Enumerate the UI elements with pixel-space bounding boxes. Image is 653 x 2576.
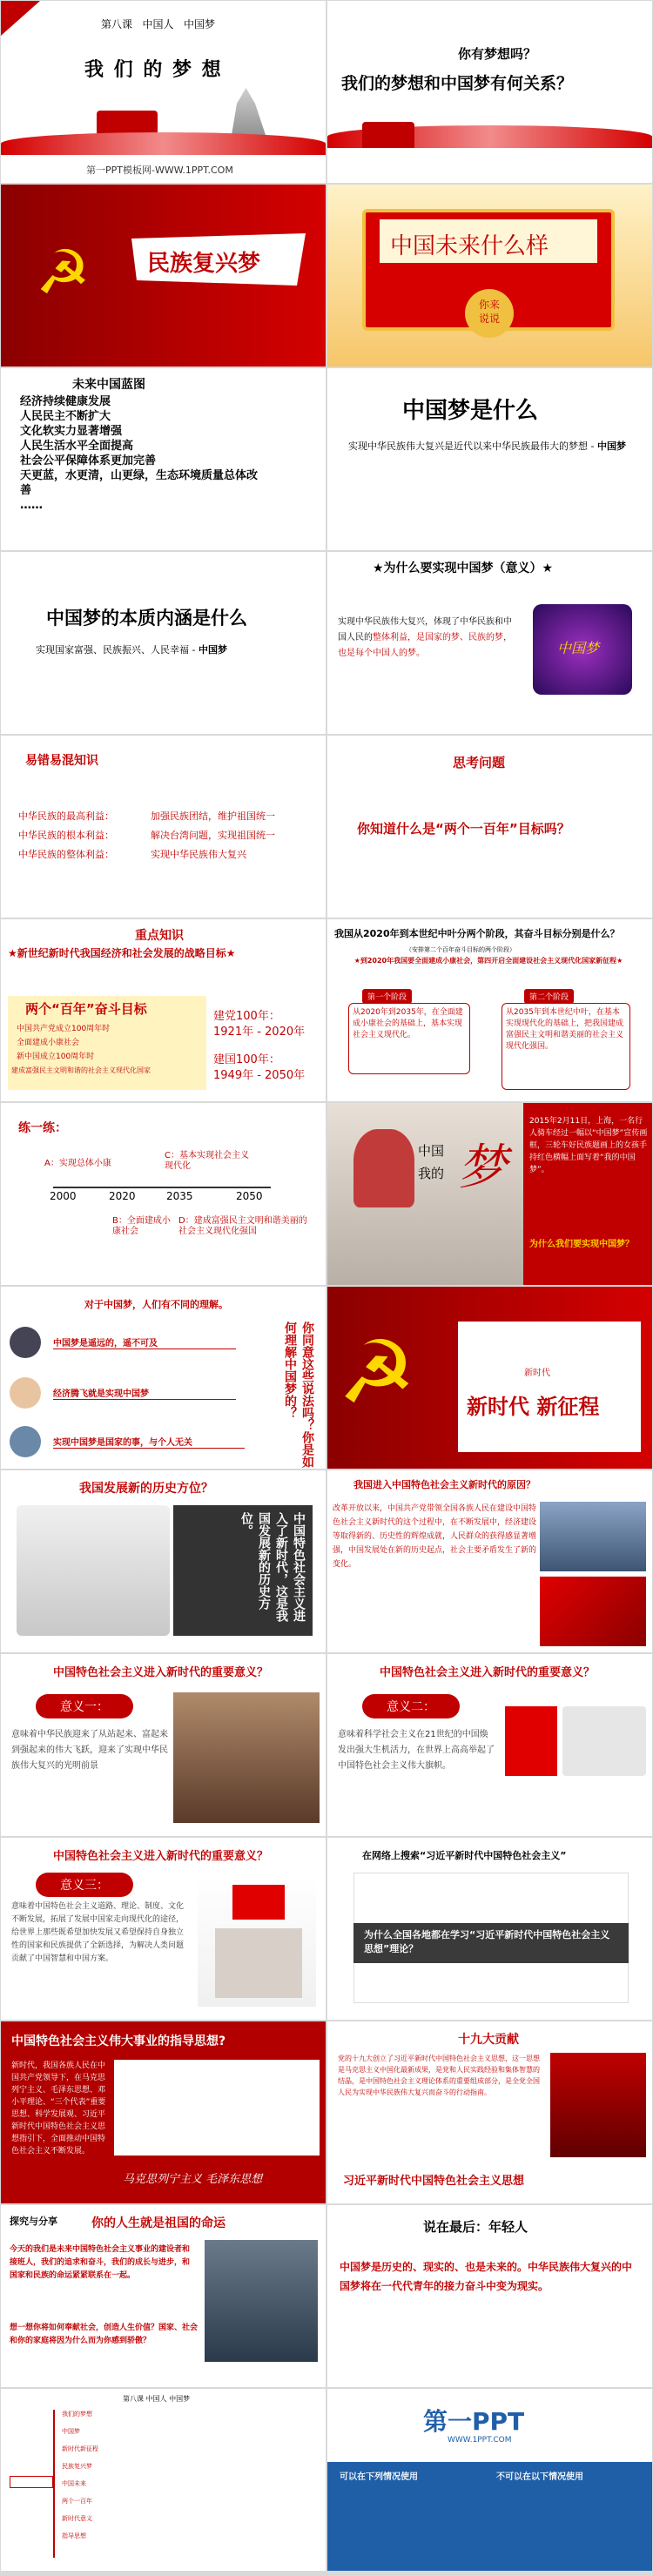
goals-line: 全面建成小康社会 bbox=[17, 1039, 80, 1047]
body-text: 实现中华民族伟大复兴是近代以来中华民族最伟大的梦想 - bbox=[348, 441, 595, 452]
goals-image bbox=[8, 996, 206, 1090]
reason-title: 我国进入中国特色社会主义新时代的原因？ bbox=[353, 1479, 535, 1490]
slide-guiding-thought[interactable] bbox=[1, 2021, 326, 2203]
table-row: 中华民族的根本利益： 解决台湾问题，实现祖国统一 bbox=[18, 830, 275, 841]
meaning-title: 中国特色社会主义进入新时代的重要意义？ bbox=[380, 1666, 596, 1679]
congress-footer: 习近平新时代中国特色社会主义思想 bbox=[343, 2175, 525, 2188]
tiananmen-icon bbox=[362, 122, 414, 148]
flag-image bbox=[505, 1706, 557, 1776]
slide-two-stages[interactable] bbox=[327, 919, 652, 1101]
leader-cartoon bbox=[17, 1505, 170, 1636]
calligraphy-2: 我的 bbox=[418, 1166, 445, 1181]
opinion-question-vertical: 你同意这些说法吗？你是如何理解中国梦的？ bbox=[283, 1322, 314, 1468]
blueprint-heading: 未来中国蓝图 bbox=[72, 378, 145, 392]
nation-years: 1949年 - 2050年 bbox=[213, 1069, 306, 1082]
caption-text: 2015年2月11日，上海，一名行人骑车经过一幅以“中国梦”宣传画框，三轮车好民族题画上的女孩手持红色横幅上面写着“我的中国梦”。 bbox=[529, 1117, 648, 1174]
stage-2-tag: 第二个阶段 bbox=[524, 989, 574, 1004]
meaning-body: 意味着科学社会主义在21世纪的中国焕发出强大生机活力，在世界上高高举起了中国特色社会主义伟大旗帜。 bbox=[338, 1730, 495, 1771]
slide-final-words[interactable] bbox=[327, 2205, 652, 2387]
corner-ribbon bbox=[1, 1, 40, 36]
meaning-body: 意味着中华民族迎来了从站起来、富起来到强起来的伟大飞跃，迎来了实现中华民族伟大复兴的光明前景 bbox=[11, 1730, 168, 1771]
monument-icon bbox=[219, 88, 279, 140]
avatar bbox=[10, 1327, 41, 1358]
slide-meaning-2[interactable] bbox=[327, 1654, 652, 1836]
dream-character: 梦 bbox=[458, 1140, 507, 1196]
badge-line-1: 你来 bbox=[478, 299, 500, 311]
forbidden-title: 不可以在以下情况使用 bbox=[496, 2472, 583, 2482]
position-text: 中国特色社会主义进入了新时代，这是我国发展新的历史方位。 bbox=[239, 1512, 306, 1622]
essence-body: 实现国家富强、民族振兴、人民幸福 - 中国梦 bbox=[36, 644, 227, 656]
final-title: 说在最后：年轻人 bbox=[423, 2219, 528, 2235]
what-is-body bbox=[348, 436, 632, 457]
option-b: B：全面建成小康社会 bbox=[112, 1216, 171, 1236]
students-photo bbox=[205, 2240, 318, 2362]
congress-body: 党的十九大创立了习近平新时代中国特色社会主义思想，这一思想是马克思主义中国化最新成果，是党和人民实践经验和集体智慧的结晶，是中国特色社会主义理论体系的重要组成部分，是全党全国人民为实现中华民族伟大复兴而奋斗的行动指南。 bbox=[338, 2055, 540, 2096]
year-tick: 2000 bbox=[50, 1190, 77, 1202]
mindmap-root bbox=[10, 2476, 53, 2488]
opinion-3: 实现中国梦是国家的事，与个人无关 bbox=[53, 1435, 245, 1449]
brand-logo: 第一PPT bbox=[423, 2407, 525, 2436]
search-title: 在网络上搜索“习近平新时代中国特色社会主义” bbox=[362, 1850, 567, 1861]
slide-photo-case[interactable] bbox=[327, 1103, 652, 1285]
slide-cover[interactable] bbox=[1, 1, 326, 183]
meaning-tag: 意义一： bbox=[36, 1694, 133, 1718]
slide-historic-position[interactable] bbox=[1, 1470, 326, 1652]
mindmap-title: 第八课 中国人 中国梦 bbox=[123, 2395, 191, 2403]
meaning-tag: 意义三： bbox=[36, 1873, 133, 1897]
position-title: 我国发展新的历史方位？ bbox=[79, 1482, 213, 1496]
nation-years-label: 建国100年： bbox=[213, 1053, 280, 1066]
slide-19th-congress[interactable] bbox=[327, 2021, 652, 2203]
calligraphy-1: 中国 bbox=[418, 1143, 445, 1159]
slide-opinions[interactable] bbox=[1, 1287, 326, 1469]
stage-1-tag: 第一个阶段 bbox=[362, 989, 412, 1004]
party-years: 1921年 - 2020年 bbox=[213, 1026, 306, 1039]
meaning-title: 中国特色社会主义进入新时代的重要意义？ bbox=[53, 1666, 269, 1679]
mistakes-table bbox=[18, 807, 314, 864]
list-item: 经济持续健康发展 bbox=[20, 395, 111, 408]
opinions-title: 对于中国梦，人们有不同的理解。 bbox=[84, 1299, 228, 1310]
meaning-title: 中国特色社会主义进入新时代的重要意义？ bbox=[53, 1850, 269, 1863]
avatar bbox=[10, 1426, 41, 1457]
party-emblem-icon: ☭ bbox=[338, 1322, 416, 1423]
significance-title: ★为什么要实现中国梦（意义）★ bbox=[373, 562, 554, 575]
year-tick: 2050 bbox=[236, 1190, 263, 1202]
slide-mindmap[interactable] bbox=[1, 2389, 326, 2571]
explore-sub: 你的人生就是祖国的命运 bbox=[91, 2216, 226, 2230]
what-is-title: 中国梦是什么 bbox=[402, 398, 539, 424]
stages-sub: （安排第二个百年奋斗目标的两个阶段） bbox=[406, 946, 515, 953]
cover-title: 我 们 的 梦 想 bbox=[84, 59, 223, 81]
option-c: C：基本实现社会主义现代化 bbox=[165, 1151, 249, 1171]
year-tick: 2035 bbox=[166, 1190, 193, 1202]
list-item: 天更蓝，水更清，山更绿，生态环境质量总体改善 bbox=[20, 469, 259, 497]
essence-title: 中国梦的本质内涵是什么 bbox=[46, 608, 247, 629]
port-photo bbox=[540, 1502, 646, 1571]
mindmap-node: 中国梦 bbox=[62, 2428, 80, 2435]
flag-photo bbox=[540, 1577, 646, 1646]
year-tick: 2020 bbox=[109, 1190, 136, 1202]
goals-line: 新中国成立100周年时 bbox=[17, 1053, 95, 1061]
badge-line-2: 说说 bbox=[478, 313, 500, 325]
slide-search[interactable] bbox=[327, 1838, 652, 2020]
slide-significance[interactable] bbox=[327, 552, 652, 734]
slide-brand[interactable] bbox=[327, 2389, 652, 2571]
list-item: 社会公平保障体系更加完善 bbox=[20, 454, 157, 467]
reason-body: 改革开放以来，中国共产党带领全国各族人民在建设中国特色社会主义新时代的这个过程中，在不断发展中，经济建设等取得新的、历史性的辉煌成就，人民群众的获得感显著增强，中国发展处在新的历史起点，社会主要矛盾发生了新的变化。 bbox=[333, 1504, 537, 1569]
list-item: 文化软实力显著增强 bbox=[20, 425, 123, 438]
girl-poster bbox=[353, 1129, 414, 1207]
mindmap-node: 新时代新征程 bbox=[62, 2445, 98, 2452]
key-subtitle: ★新世纪新时代我国经济和社会发展的战略目标★ bbox=[8, 947, 236, 959]
slide-meaning-3[interactable] bbox=[1, 1838, 326, 2020]
mindmap-node: 两个一百年 bbox=[62, 2498, 92, 2505]
slide-reason[interactable] bbox=[327, 1470, 652, 1652]
slide-essence[interactable] bbox=[1, 552, 326, 734]
practice-title: 练一练： bbox=[18, 1121, 67, 1135]
final-body: 中国梦是历史的、现实的、也是未来的。中华民族伟大复兴的中国梦将在一代代青年的接力奋斗中变为现实。 bbox=[340, 2261, 633, 2292]
mindmap-node: 我们的梦想 bbox=[62, 2411, 92, 2418]
meaning-body: 意味着中国特色社会主义道路、理论、制度、文化不断发展，拓展了发展中国家走向现代化的途径，给世界上那些既希望加快发展又希望保持自身独立性的国家和民族提供了全新选择，为解决人类问题贡献了中国智慧和中国方案。 bbox=[11, 1902, 185, 1963]
thought-title: 中国特色社会主义伟大事业的指导思想? bbox=[11, 2035, 226, 2048]
explore-p2: 想一想你将如何奉献社会，创造人生价值？国家、社会和你的家庭将因为什么而为你感到骄傲？ bbox=[10, 2324, 199, 2345]
list-item: 人民生活水平全面提高 bbox=[20, 440, 134, 453]
mindmap-trunk bbox=[53, 2410, 55, 2558]
option-d: D：建成富强民主文明和谐美丽的社会主义现代化强国 bbox=[178, 1216, 307, 1236]
thought-banner: 马克思列宁主义 毛泽东思想 bbox=[123, 2173, 263, 2186]
list-item: …… bbox=[20, 499, 43, 512]
caption-question: 为什么我们要实现中国梦？ bbox=[529, 1240, 634, 1249]
explore-title: 探究与分享 bbox=[10, 2216, 57, 2227]
opinion-2: 经济腾飞就是实现中国梦 bbox=[53, 1386, 236, 1400]
era-title: 新时代 新征程 bbox=[467, 1395, 600, 1419]
slide-practice[interactable] bbox=[1, 1103, 326, 1285]
stages-headline: ★到2020年我国要全面建成小康社会，第四开启全面建设社会主义现代化国家新征程★ bbox=[353, 957, 623, 965]
mindmap-node: 民族复兴梦 bbox=[62, 2463, 92, 2470]
party-years-label: 建党100年： bbox=[213, 1010, 280, 1023]
mindmap-node: 新时代意义 bbox=[62, 2515, 92, 2522]
significance-body: 实现中华民族伟大复兴，体现了中华民族和中国人民的整体利益，是国家的梦、民族的梦，也是每个中国人的梦。 bbox=[338, 617, 512, 658]
history-photo bbox=[173, 1692, 320, 1823]
table-row: 中华民族的整体利益： 实现中华民族伟大复兴 bbox=[18, 849, 246, 860]
goals-line: 中国共产党成立100周年时 bbox=[17, 1025, 111, 1033]
slide-meaning-1[interactable] bbox=[1, 1654, 326, 1836]
red-wave-banner bbox=[1, 132, 326, 155]
slide-national-revival[interactable] bbox=[1, 185, 326, 367]
congress-photo bbox=[550, 2053, 646, 2157]
revival-title: 民族复兴梦 bbox=[147, 251, 261, 277]
explore-p1: 今天的我们是未来中国特色社会主义事业的建设者和接班人，我们的追求和奋斗，我们的成长与进步，和国家和民族的命运紧紧联系在一起。 bbox=[10, 2245, 191, 2280]
footer-url: 第一PPT模板网-WWW.1PPT.COM bbox=[86, 165, 233, 176]
slide-easy-mistakes[interactable] bbox=[1, 736, 326, 918]
slide-new-era[interactable] bbox=[327, 1287, 652, 1469]
think-title: 思考问题 bbox=[453, 755, 506, 770]
era-small: 新时代 bbox=[524, 1369, 550, 1378]
slide-think[interactable] bbox=[327, 736, 652, 918]
mindmap-node: 指导思想 bbox=[62, 2532, 86, 2539]
stage-2-box: 从2035年到本世纪中叶，在基本实现现代化的基础上，把我国建成富强民主文明和谐美丽的社会主义现代化强国。 bbox=[502, 1003, 630, 1090]
table-row: 中华民族的最高利益： 加强民族团结，维护祖国统一 bbox=[18, 810, 275, 822]
allowed-title: 可以在下列情况使用 bbox=[340, 2472, 418, 2482]
slide-what-is-dream[interactable] bbox=[327, 368, 652, 550]
mistakes-title: 易错易混知识 bbox=[25, 754, 98, 768]
party-emblem-icon: ☭ bbox=[36, 237, 91, 308]
slide-explore[interactable] bbox=[1, 2205, 326, 2387]
slide-question-dream[interactable] bbox=[327, 1, 652, 183]
monument-icon bbox=[215, 1928, 302, 1998]
congress-title: 十九大贡献 bbox=[458, 2033, 519, 2047]
red-flag-icon bbox=[232, 1885, 285, 1920]
goals-line: 建成富强民主文明和谐的社会主义现代化国家 bbox=[11, 1066, 151, 1074]
leaders-portrait bbox=[114, 2060, 320, 2156]
mindmap-node: 中国未来 bbox=[62, 2480, 86, 2487]
blueprint-list bbox=[20, 394, 264, 513]
think-question: 你知道什么是“两个一百年”目标吗？ bbox=[357, 821, 570, 837]
slide-china-future[interactable] bbox=[327, 185, 652, 367]
stages-title: 我国从2020年到本世纪中叶分两个阶段，其奋斗目标分别是什么？ bbox=[334, 928, 620, 939]
timeline-axis bbox=[53, 1187, 271, 1188]
world-map-image bbox=[562, 1706, 646, 1776]
option-a: A：实现总体小康 bbox=[44, 1159, 111, 1168]
avatar bbox=[10, 1377, 41, 1409]
search-band: 为什么全国各地都在学习“习近平新时代中国特色社会主义思想”理论？ bbox=[353, 1923, 629, 1963]
flag-monument-image bbox=[198, 1876, 316, 2007]
body-emph: 中国梦 bbox=[596, 441, 626, 452]
question-1: 你有梦想吗？ bbox=[458, 46, 537, 62]
meaning-tag: 意义二： bbox=[362, 1694, 460, 1718]
question-2: 我们的梦想和中国梦有何关系？ bbox=[341, 74, 574, 93]
thought-body: 新时代，我国各族人民在中国共产党领导下，在马克思列宁主义、毛泽东思想、邓小平理论、“三个代表”重要思想、科学发展观、习近平新时代中国特色社会主义思想指引下，全面推动中国特色社会主义不断发展。 bbox=[11, 2061, 106, 2156]
key-title: 重点知识 bbox=[135, 929, 184, 943]
slide-blueprint[interactable] bbox=[1, 368, 326, 550]
lesson-label: 第八课 中国人 中国梦 bbox=[101, 18, 215, 30]
opinion-1: 中国梦是遥远的，遥不可及 bbox=[53, 1335, 236, 1349]
era-card bbox=[458, 1322, 641, 1452]
slide-key-knowledge[interactable] bbox=[1, 919, 326, 1101]
image-caption: 中国梦 bbox=[557, 640, 600, 656]
list-item: 人民民主不断扩大 bbox=[20, 410, 111, 423]
brand-url[interactable]: WWW.1PPT.COM bbox=[448, 2436, 512, 2445]
future-title: 中国未来什么样 bbox=[390, 233, 549, 259]
stage-1-box: 从2020年到2035年，在全面建成小康社会的基础上，基本实现社会主义现代化。 bbox=[348, 1003, 470, 1074]
you-say-badge[interactable] bbox=[465, 289, 514, 338]
goals-image-title: 两个“百年”奋斗目标 bbox=[25, 1001, 147, 1017]
